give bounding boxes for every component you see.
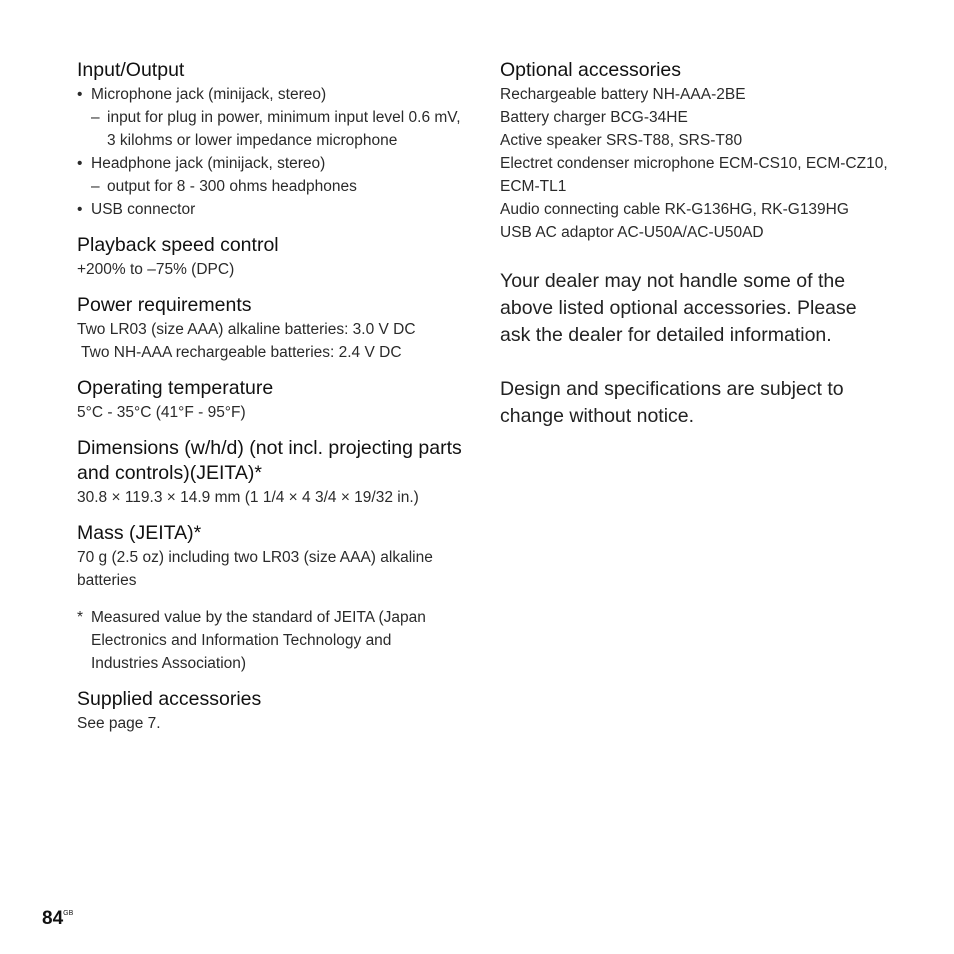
list-item-text: Headphone jack (minijack, stereo) bbox=[91, 155, 326, 172]
section-heading: Supplied accessories bbox=[77, 688, 262, 710]
section-heading: Playback speed control bbox=[77, 234, 279, 256]
page-number-value: 84 bbox=[42, 908, 64, 929]
list-item bbox=[77, 83, 462, 106]
section-text: See page 7. bbox=[77, 715, 161, 732]
section-text-line: Two LR03 (size AAA) alkaline batteries: 3.0 V DC bbox=[77, 321, 416, 338]
section-temperature bbox=[77, 376, 462, 424]
dash-icon: – bbox=[91, 178, 100, 195]
sub-list-item bbox=[77, 106, 462, 152]
section-text: 70 g (2.5 oz) including two LR03 (size AAA) alkaline batteries bbox=[77, 549, 433, 589]
list-item-text: USB connector bbox=[91, 201, 196, 218]
section-heading: Dimensions (w/h/d) (not incl. projecting parts and controls)(JEITA)* bbox=[77, 437, 462, 484]
list-item bbox=[77, 152, 462, 175]
sub-list-item-text: input for plug in power, minimum input level 0.6 mV, 3 kilohms or lower impedance microphone bbox=[107, 109, 461, 149]
section-heading: Mass (JEITA)* bbox=[77, 522, 202, 544]
section-heading: Optional accessories bbox=[500, 59, 682, 81]
section-heading: Input/Output bbox=[77, 59, 185, 81]
dash-icon: – bbox=[91, 109, 100, 126]
right-column bbox=[500, 58, 890, 457]
section-input-output bbox=[77, 58, 462, 221]
footnote-text: Measured value by the standard of JEITA (Japan Electronics and Information Technology and Industries Association) bbox=[91, 609, 426, 672]
section-supplied-accessories bbox=[77, 687, 462, 735]
list-item: Battery charger BCG-34HE bbox=[500, 109, 688, 126]
list-item bbox=[77, 198, 462, 221]
section-heading: Operating temperature bbox=[77, 377, 274, 399]
section-text: 30.8 × 119.3 × 14.9 mm (1 1/4 × 4 3/4 × 19/32 in.) bbox=[77, 489, 419, 506]
page-number bbox=[42, 908, 73, 930]
section-text: +200% to –75% (DPC) bbox=[77, 261, 235, 278]
sub-list-item-text: output for 8 - 300 ohms headphones bbox=[107, 178, 357, 195]
page-region-code: GB bbox=[63, 910, 74, 917]
list-item: Electret condenser microphone ECM-CS10, ECM-CZ10, ECM-TL1 bbox=[500, 155, 888, 195]
dealer-notice: Your dealer may not handle some of the above listed optional accessories. Please ask the dealer for detailed information. bbox=[500, 270, 857, 346]
list-item-text: Microphone jack (minijack, stereo) bbox=[91, 86, 327, 103]
list-item: Rechargeable battery NH-AAA-2BE bbox=[500, 86, 746, 103]
bullet-icon: • bbox=[77, 86, 83, 103]
section-dimensions bbox=[77, 436, 462, 509]
bullet-icon: • bbox=[77, 201, 83, 218]
footnote bbox=[77, 606, 462, 675]
sub-list-item bbox=[77, 175, 462, 198]
section-heading: Power requirements bbox=[77, 294, 252, 316]
asterisk-icon: * bbox=[77, 609, 84, 626]
section-text-line: Two NH-AAA rechargeable batteries: 2.4 V DC bbox=[77, 344, 402, 361]
section-mass bbox=[77, 521, 462, 592]
list-item: Active speaker SRS-T88, SRS-T80 bbox=[500, 132, 743, 149]
left-column bbox=[77, 58, 462, 747]
specifications-notice: Design and specifications are subject to change without notice. bbox=[500, 378, 844, 427]
list-item: Audio connecting cable RK-G136HG, RK-G139HG bbox=[500, 201, 849, 218]
bullet-icon: • bbox=[77, 155, 83, 172]
list-item: USB AC adaptor AC-U50A/AC-U50AD bbox=[500, 224, 764, 241]
section-playback-speed bbox=[77, 233, 462, 281]
section-optional-accessories bbox=[500, 58, 890, 244]
section-power bbox=[77, 293, 462, 364]
section-text: 5°C - 35°C (41°F - 95°F) bbox=[77, 404, 246, 421]
